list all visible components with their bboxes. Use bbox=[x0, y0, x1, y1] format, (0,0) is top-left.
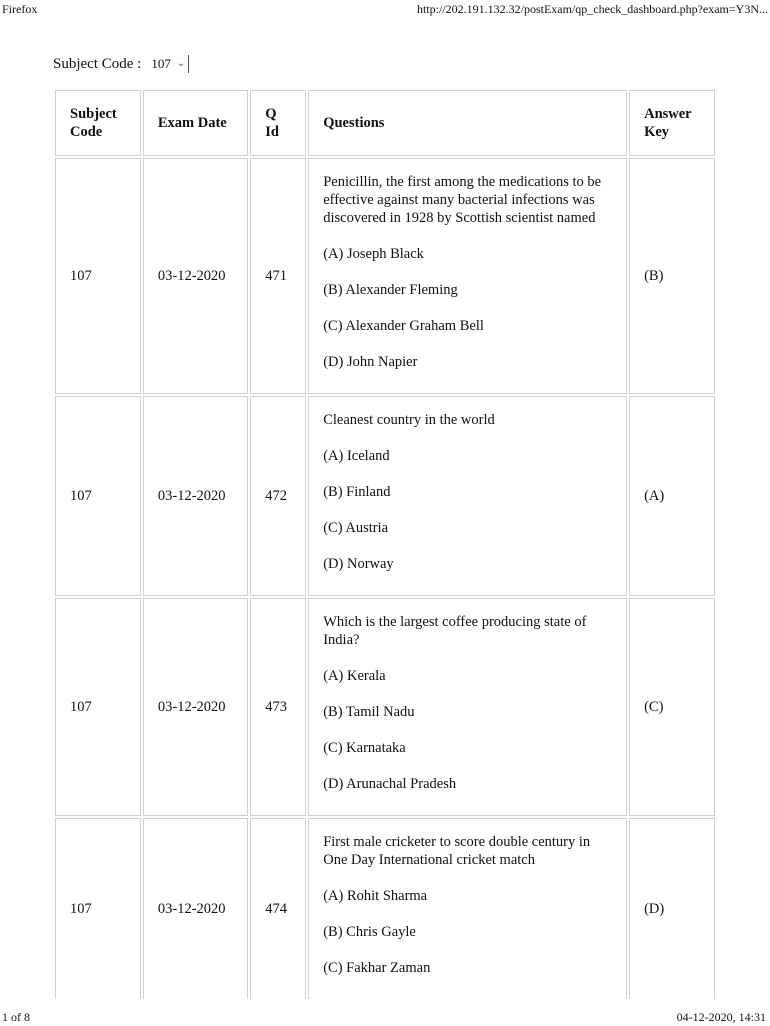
print-footer bbox=[0, 1008, 770, 1026]
table-row bbox=[55, 818, 715, 999]
cell-answer-key: (B) bbox=[629, 158, 715, 394]
cell-q-id: 474 bbox=[250, 818, 306, 999]
option-a: (A) Kerala bbox=[323, 668, 386, 684]
table-row bbox=[55, 396, 715, 596]
subject-code-selector-row bbox=[53, 54, 189, 74]
cell-answer-key: (A) bbox=[629, 396, 715, 596]
subject-code-selected-value: 107 bbox=[151, 56, 171, 71]
cell-subject-code: 107 bbox=[55, 818, 141, 999]
cell-q-id: 473 bbox=[250, 598, 306, 816]
cell-answer-key: (C) bbox=[629, 598, 715, 816]
option-d: (D) Norway bbox=[323, 556, 394, 572]
cell-exam-date: 03-12-2020 bbox=[143, 818, 248, 999]
cell-exam-date: 03-12-2020 bbox=[143, 598, 248, 816]
option-c: (C) Karnataka bbox=[323, 740, 406, 756]
option-c: (C) Austria bbox=[323, 520, 389, 536]
question-text: First male cricketer to score double century in One Day International cricket match bbox=[323, 834, 591, 868]
question-text: Which is the largest coffee producing state of India? bbox=[323, 614, 587, 648]
cell-answer-key: (D) bbox=[629, 818, 715, 999]
option-d: (D) John Napier bbox=[323, 354, 418, 370]
option-b: (B) Alexander Fleming bbox=[323, 282, 458, 298]
cell-subject-code: 107 bbox=[55, 158, 141, 394]
print-header bbox=[0, 0, 770, 18]
option-a: (A) Joseph Black bbox=[323, 246, 424, 262]
header-exam-date: Exam Date bbox=[143, 90, 248, 156]
option-b: (B) Chris Gayle bbox=[323, 924, 416, 940]
table-row bbox=[55, 158, 715, 394]
cell-question bbox=[308, 396, 627, 596]
cell-question bbox=[308, 158, 627, 394]
page-number: 1 of 8 bbox=[2, 1010, 30, 1024]
cell-q-id: 472 bbox=[250, 396, 306, 596]
question-text: Penicillin, the first among the medications to be effective against many bacterial infections was discovered in 1928 by Scottish scientist named bbox=[323, 174, 602, 226]
chevron-down-icon: ⌄ bbox=[176, 58, 186, 69]
header-answer-key: Answer Key bbox=[629, 90, 715, 156]
cell-question bbox=[308, 598, 627, 816]
print-datetime: 04-12-2020, 14:31 bbox=[676, 1010, 766, 1024]
print-header-url: http://202.191.132.32/postExam/qp_check_dashboard.php?exam=Y3N... bbox=[416, 2, 768, 16]
option-c: (C) Fakhar Zaman bbox=[323, 960, 431, 976]
option-a: (A) Iceland bbox=[323, 448, 390, 464]
subject-code-select[interactable] bbox=[147, 55, 189, 73]
cell-subject-code: 107 bbox=[55, 396, 141, 596]
print-header-app: Firefox bbox=[2, 2, 38, 16]
cell-question bbox=[308, 818, 627, 999]
cell-q-id: 471 bbox=[250, 158, 306, 394]
cell-exam-date: 03-12-2020 bbox=[143, 396, 248, 596]
questions-table bbox=[53, 88, 717, 1001]
table-header-row bbox=[55, 90, 715, 156]
cell-subject-code: 107 bbox=[55, 598, 141, 816]
option-a: (A) Rohit Sharma bbox=[323, 888, 428, 904]
subject-code-label: Subject Code : bbox=[53, 56, 142, 72]
table-row bbox=[55, 598, 715, 816]
option-d: (D) Arunachal Pradesh bbox=[323, 776, 457, 792]
option-c: (C) Alexander Graham Bell bbox=[323, 318, 484, 334]
header-q-id: Q Id bbox=[250, 90, 306, 156]
header-subject-code: Subject Code bbox=[55, 90, 141, 156]
cell-exam-date: 03-12-2020 bbox=[143, 158, 248, 394]
option-b: (B) Finland bbox=[323, 484, 391, 500]
question-text: Cleanest country in the world bbox=[323, 412, 495, 428]
option-b: (B) Tamil Nadu bbox=[323, 704, 415, 720]
header-questions: Questions bbox=[308, 90, 627, 156]
